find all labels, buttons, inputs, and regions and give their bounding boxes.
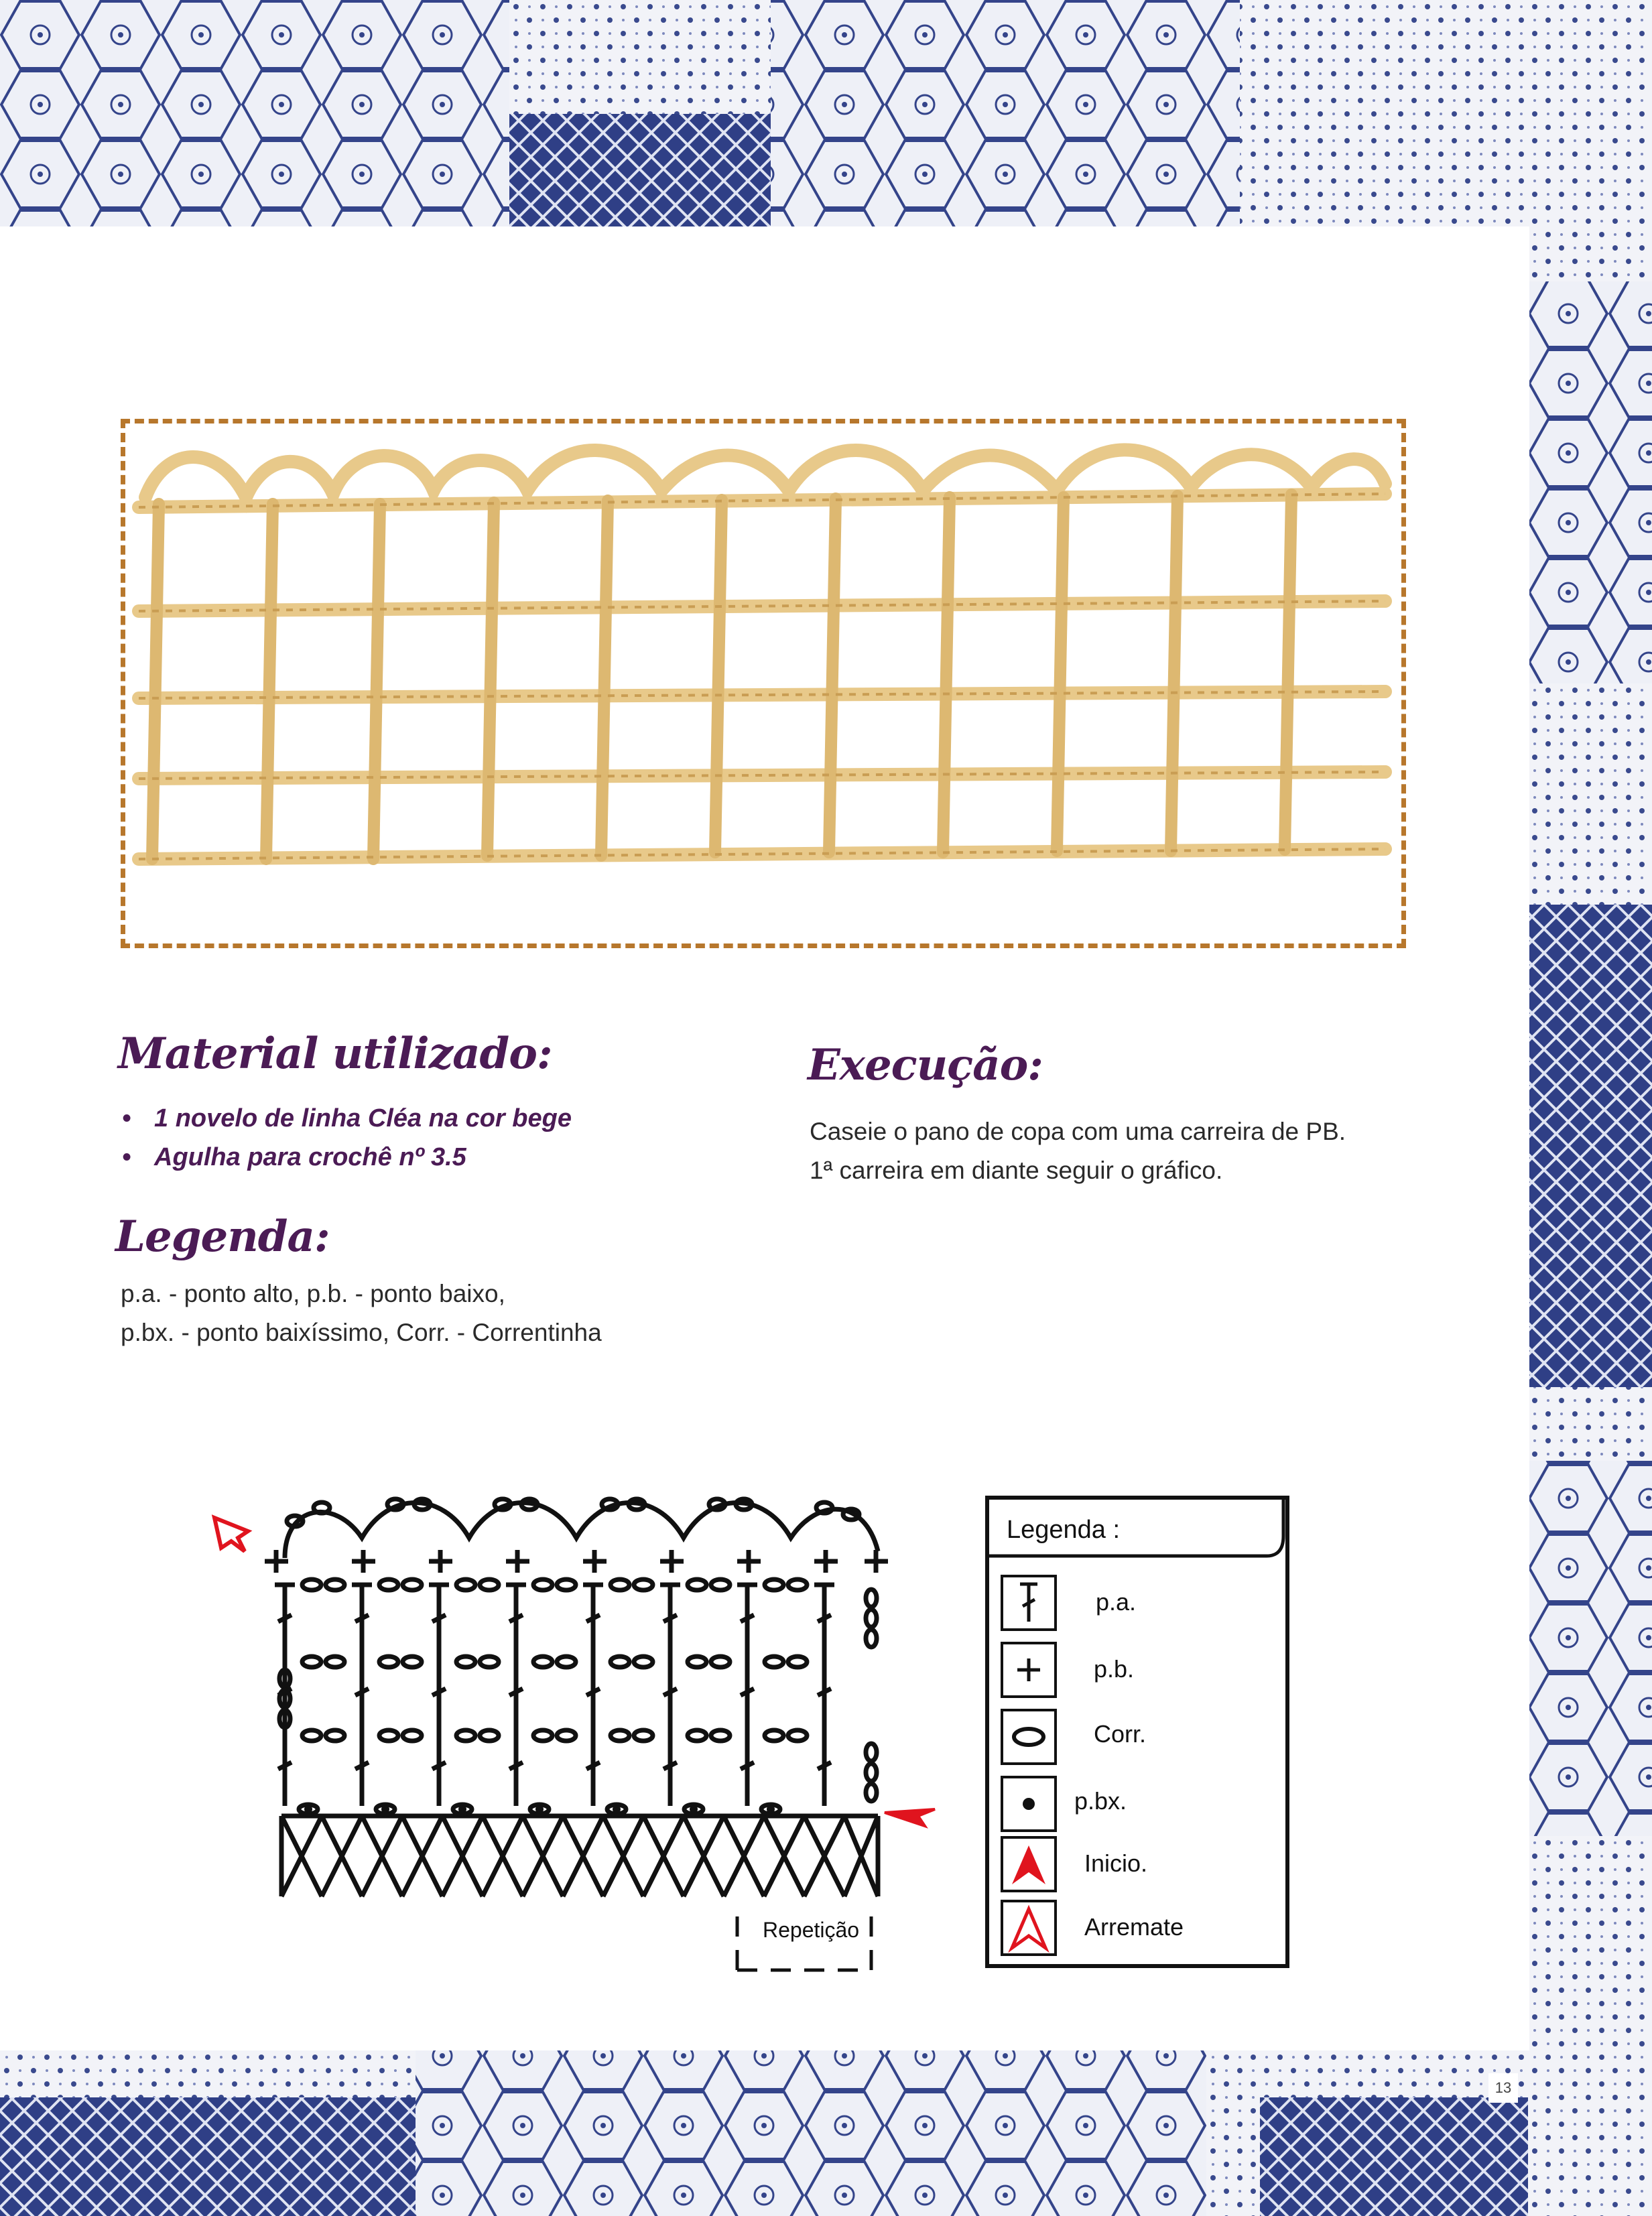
legenda-line: p.bx. - ponto baixíssimo, Corr. - Correntinha xyxy=(121,1319,602,1346)
legend-label: Arremate xyxy=(1084,1913,1184,1941)
legenda-heading: Legenda: xyxy=(115,1212,330,1262)
photo-frame xyxy=(121,419,1406,948)
execucao-line: Caseie o pano de copa com uma carreira de PB. xyxy=(810,1118,1346,1145)
material-list xyxy=(119,1099,572,1177)
page-number: 13 xyxy=(1488,2073,1518,2103)
legend-label: p.bx. xyxy=(1074,1787,1127,1815)
legend-label: p.a. xyxy=(1096,1588,1137,1616)
execucao-heading: Execução: xyxy=(808,1040,1043,1090)
execucao-text xyxy=(810,1112,1346,1190)
list-item: • 1 novelo de linha Cléa na cor bege xyxy=(119,1099,572,1138)
execucao-line: 1ª carreira em diante seguir o gráfico. xyxy=(810,1157,1223,1184)
dot-icon xyxy=(1023,1798,1035,1810)
start-arrow-icon xyxy=(885,1809,935,1826)
repeat-label: Repetição xyxy=(763,1918,860,1942)
legend-label: Inicio. xyxy=(1084,1849,1148,1877)
material-heading: Material utilizado: xyxy=(118,1029,552,1079)
finish-arrow-icon xyxy=(214,1518,248,1551)
legenda-text xyxy=(121,1275,602,1352)
crochet-edging-photo xyxy=(132,430,1395,937)
legenda-line: p.a. - ponto alto, p.b. - ponto baixo, xyxy=(121,1280,505,1307)
legend-label: p.b. xyxy=(1094,1655,1135,1683)
list-item: • Agulha para crochê nº 3.5 xyxy=(119,1138,572,1177)
chart-single-crochet-row xyxy=(265,1550,888,1573)
legend-label: Corr. xyxy=(1094,1720,1147,1748)
chart-scallops xyxy=(285,1499,878,1558)
legend-title: Legenda : xyxy=(1007,1516,1121,1544)
chart-turning-chains xyxy=(279,1589,877,1801)
chart-chain-rows xyxy=(299,1579,807,1814)
chart-base-cross xyxy=(281,1816,878,1896)
